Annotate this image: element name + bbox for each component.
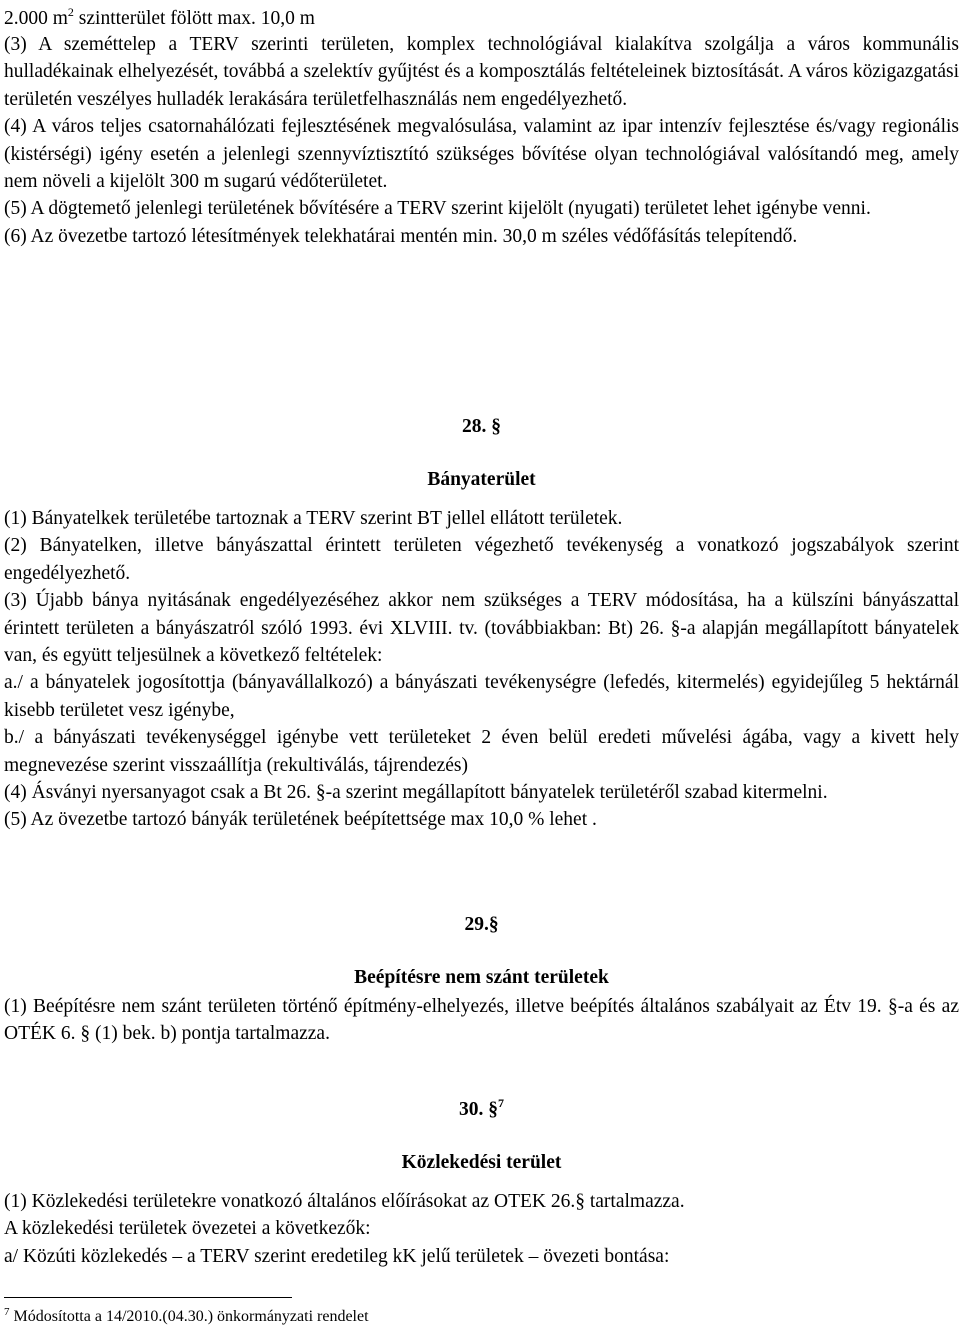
footnote-text: Módosította a 14/2010.(04.30.) önkormányzati rendelet	[9, 1308, 369, 1325]
paragraph: (6) Az övezetbe tartozó létesítmények telekhatárai mentén min. 30,0 m széles védőfásítás telepítendő.	[4, 225, 798, 247]
footnote	[4, 1307, 369, 1327]
paragraph: (3) A szeméttelep a TERV szerinti területen, komplex technológiával kialakítva szolgálja a város kommunális hulladékainak elhelyezését, továbbá a szelektív gyűjtést és a komposztálás feltételeinek biztosítását. A város közigazgatási területén veszélyes hulladék lerakására területfelhasználás nem engedélyezhető.	[4, 34, 959, 110]
paragraph: (2) Bányatelken, illetve bányászattal érintett területen végezhető tevékenység a vonatkozó jogszabályok szerint engedélyezhető.	[4, 535, 959, 584]
section-29-body	[4, 993, 959, 1048]
paragraph: (1) Bányatelkek területébe tartoznak a TERV szerint BT jellel ellátott területek.	[4, 508, 623, 529]
paragraph: (5) Az övezetbe tartozó bányák területének beépítettsége max 10,0 % lehet .	[4, 809, 597, 831]
section-28-title: Bányaterület	[427, 469, 536, 490]
top-line: 2.000 $m^2$ szintterület fölött max. 10,0 m	[4, 5, 315, 29]
superscript: 2	[67, 5, 74, 19]
section-28-body	[4, 505, 959, 834]
paragraph: a/ Közúti közlekedés – a TERV szerint eredetileg kK jelű területek – övezeti bontása:	[4, 1245, 670, 1267]
footnote-marker: 7	[4, 1306, 10, 1318]
section-29-number: 29.§	[464, 914, 499, 935]
section-30-title: Közlekedési terület	[401, 1152, 562, 1173]
section-29-title: Beépítésre nem szánt területek	[354, 967, 609, 988]
paragraph: b./ a bányászati tevékenységgel igénybe vett területeket 2 éven belül eredeti művelési ágába, vagy a kivett hely megnevezése szerint visszaállítja (rekultiválás, tájrendezés)	[4, 727, 959, 776]
section-30-number: 30. §$^7$	[459, 1096, 504, 1120]
section-30-body	[4, 1188, 959, 1270]
footnote-ref: 7	[498, 1096, 504, 1110]
paragraph: A közlekedési területek övezetei a következők:	[4, 1218, 371, 1240]
section-28-number: 28. §	[462, 416, 501, 437]
paragraph: (4) A város teljes csatornahálózati fejlesztésének megvalósulása, valamint az ipar intenzív fejlesztése és/vagy regionális (kistérségi) igény esetén a jelenlegi szennyvíztisztító szükséges bővítése olyan technológiával valósítandó meg, amely nem növeli a kijelölt 300 m sugarú védőterületet.	[4, 116, 959, 193]
paragraph: a./ a bányatelek jogosítottja (bányavállalkozó) a bányászati tevékenységre (lefedés, kitermelés) egyidejűleg 5 hektárnál kisebb területet vesz igénybe,	[4, 672, 959, 721]
paragraph: (1) Beépítésre nem szánt területen történő építmény-elhelyezés, illetve beépítés általános szabályait az Étv 19. §-a és az OTÉK 6. § (1) bek. b) pontja tartalmazza.	[4, 996, 959, 1045]
paragraph: (3) Újabb bánya nyitásának engedélyezéséhez akkor nem szükséges a TERV módosítása, ha a külszíni bányászattal érintett területen a bányászatról szóló 1993. évi XLVIII. tv. (továbbiakban: Bt) 26. §-a alapján megállapított bányatelek van, és együtt teljesülnek a következő feltételek:	[4, 590, 959, 667]
paragraph: (4) Ásványi nyersanyagot csak a Bt 26. §-a szerint megállapított bányatelek területéről szabad kitermelni.	[4, 782, 828, 804]
paragraph: (5) A dögtemető jelenlegi területének bővítésére a TERV szerint kijelölt (nyugati) területet lehet igénybe venni.	[4, 198, 871, 220]
footnote-divider	[4, 1297, 292, 1298]
block-a	[4, 31, 959, 250]
paragraph: (1) Közlekedési területekre vonatkozó általános előírásokat az OTEK 26.§ tartalmazza.	[4, 1191, 685, 1212]
